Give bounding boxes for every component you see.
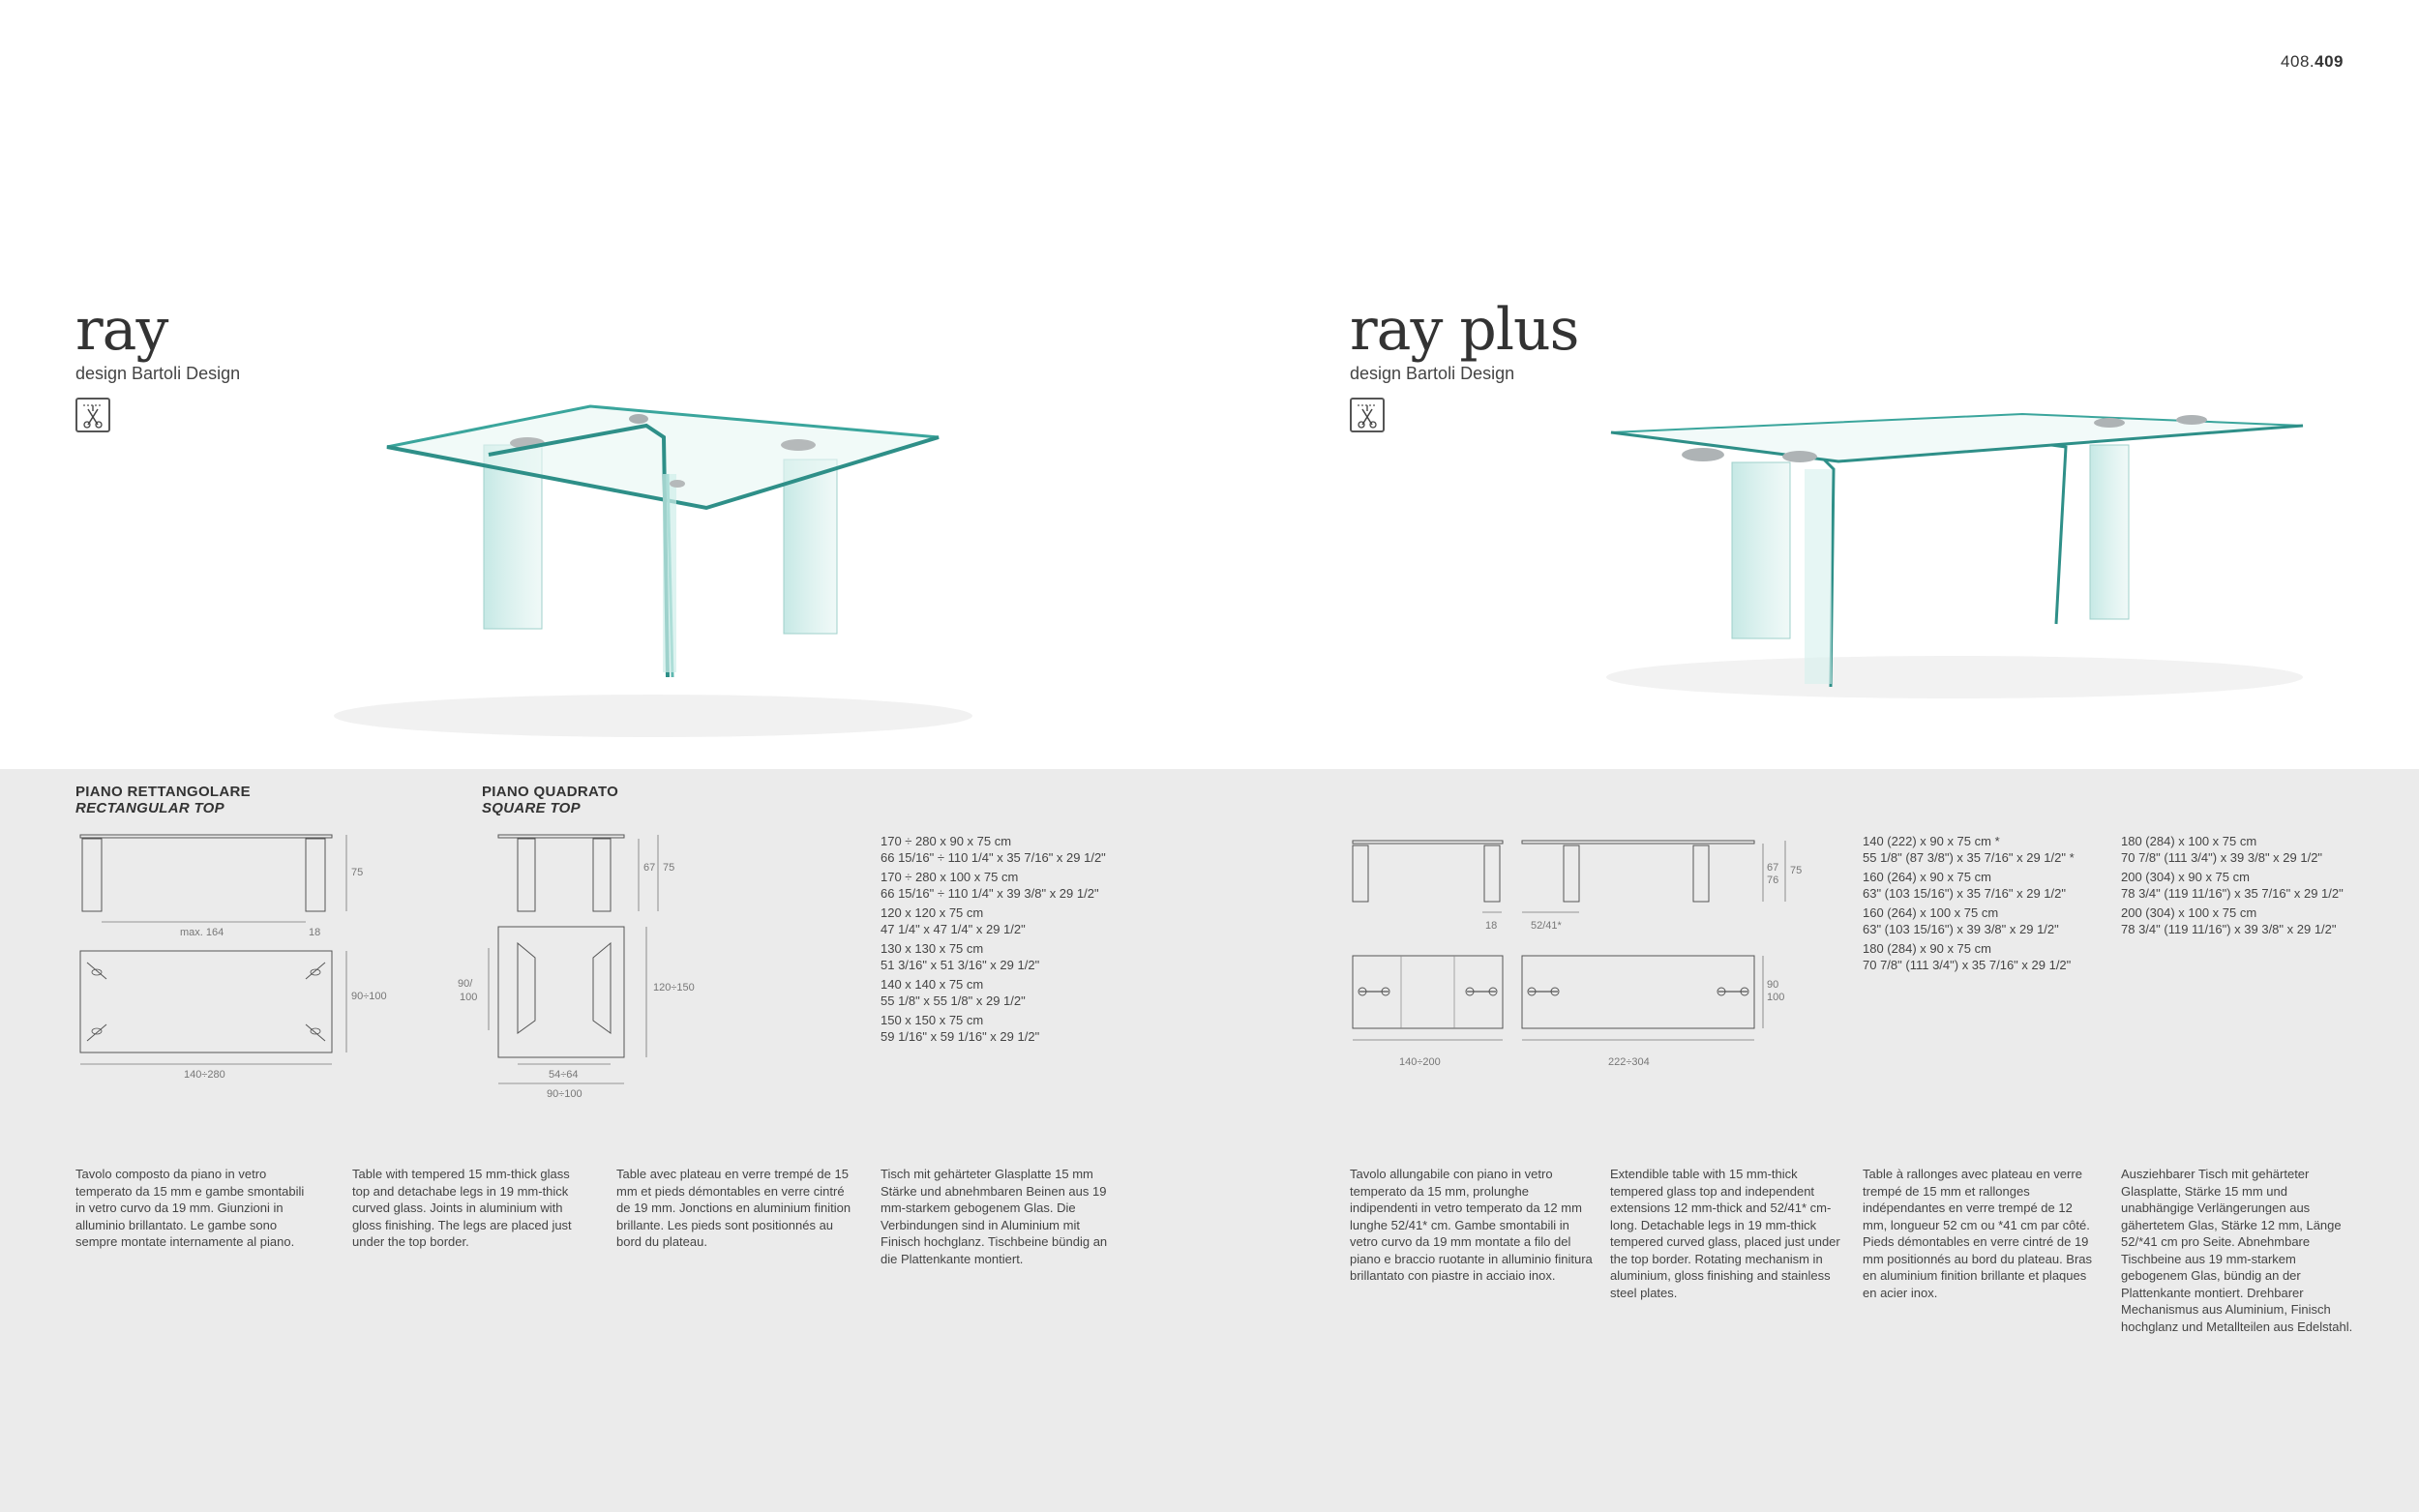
ray-desc-fr: Table avec plateau en verre trempé de 15 mm et pieds démontables en verre cintré de 19 mm. Jonctions en aluminium finition brillante. Les pieds sont positionnés au bord du plateau. (616, 1167, 851, 1249)
ray-desc-it: Tavolo composto da piano in vetro temperato da 15 mm e gambe smontabili in vetro curvo da 19 mm. Giunzioni in alluminio brillantato. Le gambe sono sempre montate internamente al piano. (75, 1167, 305, 1249)
dim-67: 67 (1767, 862, 1779, 874)
square-heading-it: PIANO QUADRATO (482, 784, 619, 800)
size-item: 180 (284) x 90 x 75 cm 70 7/8" (111 3/4") x 35 7/16" x 29 1/2" (1863, 941, 2072, 972)
ray-desc-de: Tisch mit gehärteter Glasplatte 15 mm Stärke und abnehmbaren Beinen aus 19 mm-starkem gebogenem Glas. Die Verbindungen sind in Aluminium mit Finisch hochglanz. Tischbeine bündig an die Plattenkante montiert. (881, 1167, 1108, 1266)
dim-90-100b: 100 (460, 992, 478, 1003)
dim-76: 76 (1767, 875, 1779, 886)
dim-18: 18 (1485, 920, 1498, 932)
size-item: 120 x 120 x 75 cm 47 1/4" x 47 1/4" x 29 1/2" (881, 905, 1026, 936)
assembly-icon (1350, 398, 1385, 432)
ray-plus-title: ray plus (1350, 296, 1579, 364)
ray-title: ray (75, 296, 168, 364)
size-item: 170 ÷ 280 x 100 x 75 cm 66 15/16" ÷ 110 1/4" x 39 3/8" x 29 1/2" (881, 870, 1099, 901)
rect-heading-it: PIANO RETTANGOLARE (75, 784, 251, 800)
page-number: 408.409 (2281, 52, 2344, 71)
dim-90-100: 90/ (458, 978, 473, 990)
dim-outer: 90÷100 (547, 1088, 582, 1100)
dim-max: max. 164 (180, 927, 224, 938)
size-item: 170 ÷ 280 x 90 x 75 cm 66 15/16" ÷ 110 1/4" x 35 7/16" x 29 1/2" (881, 834, 1106, 865)
dim-inner: 54÷64 (549, 1069, 579, 1081)
dim-depth: 90÷100 (351, 991, 387, 1002)
ray-designer: design Bartoli Design (75, 364, 241, 383)
ray-plus-desc-it: Tavolo allungabile con piano in vetro temperato da 15 mm, prolunghe indipendenti in vetro temperato da 12 mm lunghe 52/41* cm. Gambe smontabili in vetro curvo da 19 mm montate a filo del piano e braccio ruotante in alluminio finitura brillantato con piastre in acciaio inox. (1350, 1167, 1593, 1283)
dim-90: 90 (1767, 979, 1779, 991)
dim-67: 67 (643, 862, 656, 874)
size-item: 200 (304) x 90 x 75 cm 78 3/4" (119 11/16") x 35 7/16" x 29 1/2" (2121, 870, 2344, 901)
ray-plus-sizes-col1 (1863, 833, 2075, 976)
size-item: 200 (304) x 100 x 75 cm 78 3/4" (119 11/16") x 39 3/8" x 29 1/2" (2121, 905, 2337, 936)
dim-100: 100 (1767, 992, 1785, 1003)
ray-plus-table-photo (1587, 387, 2322, 706)
ray-sizes (881, 833, 1106, 1048)
size-item: 130 x 130 x 75 cm 51 3/16" x 51 3/16" x 29 1/2" (881, 941, 1040, 972)
size-item: 150 x 150 x 75 cm 59 1/16" x 59 1/16" x 29 1/2" (881, 1013, 1040, 1044)
dim-len2: 222÷304 (1608, 1056, 1650, 1068)
dim-height: 75 (351, 867, 364, 878)
ray-plus-sizes-col2 (2121, 833, 2344, 940)
size-item: 180 (284) x 100 x 75 cm 70 7/8" (111 3/4") x 39 3/8" x 29 1/2" (2121, 834, 2323, 865)
dim-side: 120÷150 (653, 982, 695, 993)
ray-plus-designer: design Bartoli Design (1350, 364, 1515, 383)
ray-plus-desc-de: Ausziehbarer Tisch mit gehärteter Glasplatte, Stärke 15 mm und unabhängige Verlängerungen aus gähertetem Glas, Stärke 12 mm, Länge 52/*41 cm pro Seite. Abnehmbare Tischbeine aus 19 mm-starkem gebogenem Glas, bündig an der Plattenkante montiert. Drehbarer Mechanismus aus Aluminium, Finisch hochglanz und Metallteilen aus Edelstahl. (2121, 1167, 2353, 1334)
ray-plus-desc-fr: Table à rallonges avec plateau en verre trempé de 15 mm et rallonges indépendantes en verre trempé de 12 mm, longueur 52 cm ou *41 cm par côté. Pieds démontables en verre cintré de 19 mm positionnés au bord du plateau. Bras en aluminium finition brillante et plaques en acier inox. (1863, 1167, 2093, 1300)
assembly-icon (75, 398, 110, 432)
square-top-drawing (450, 822, 731, 1103)
dim-75: 75 (1790, 865, 1803, 876)
size-item: 140 (222) x 90 x 75 cm * 55 1/8" (87 3/8") x 35 7/16" x 29 1/2" * (1863, 834, 2075, 865)
dim-leg: 18 (309, 927, 321, 938)
rect-heading-en: RECTANGULAR TOP (75, 800, 224, 816)
dim-75: 75 (663, 862, 675, 874)
dim-length: 140÷280 (184, 1069, 225, 1081)
size-item: 160 (264) x 100 x 75 cm 63" (103 15/16") x 39 3/8" x 29 1/2" (1863, 905, 2059, 936)
size-item: 160 (264) x 90 x 75 cm 63" (103 15/16") x 35 7/16" x 29 1/2" (1863, 870, 2066, 901)
ray-desc-en: Table with tempered 15 mm-thick glass top and detachabe legs in 19 mm-thick curved glass. Joints in aluminium with gloss finishing. The legs are placed just under the top border. (352, 1167, 572, 1249)
dim-ext: 52/41* (1531, 920, 1562, 932)
ray-table-photo (319, 329, 987, 745)
rect-top-drawing (75, 822, 404, 1083)
dim-len1: 140÷200 (1399, 1056, 1441, 1068)
ray-plus-desc-en: Extendible table with 15 mm-thick tempered glass top and independent extensions 12 mm-thick and 52/41* cm-long. Detachable legs in 19 mm-thick tempered curved glass, placed just under the top border. Rotating mechanism in aluminium, gloss finishing and stainless steel plates. (1610, 1167, 1840, 1300)
ray-plus-drawing (1345, 827, 1809, 1079)
square-heading-en: SQUARE TOP (482, 800, 581, 816)
size-item: 140 x 140 x 75 cm 55 1/8" x 55 1/8" x 29 1/2" (881, 977, 1026, 1008)
